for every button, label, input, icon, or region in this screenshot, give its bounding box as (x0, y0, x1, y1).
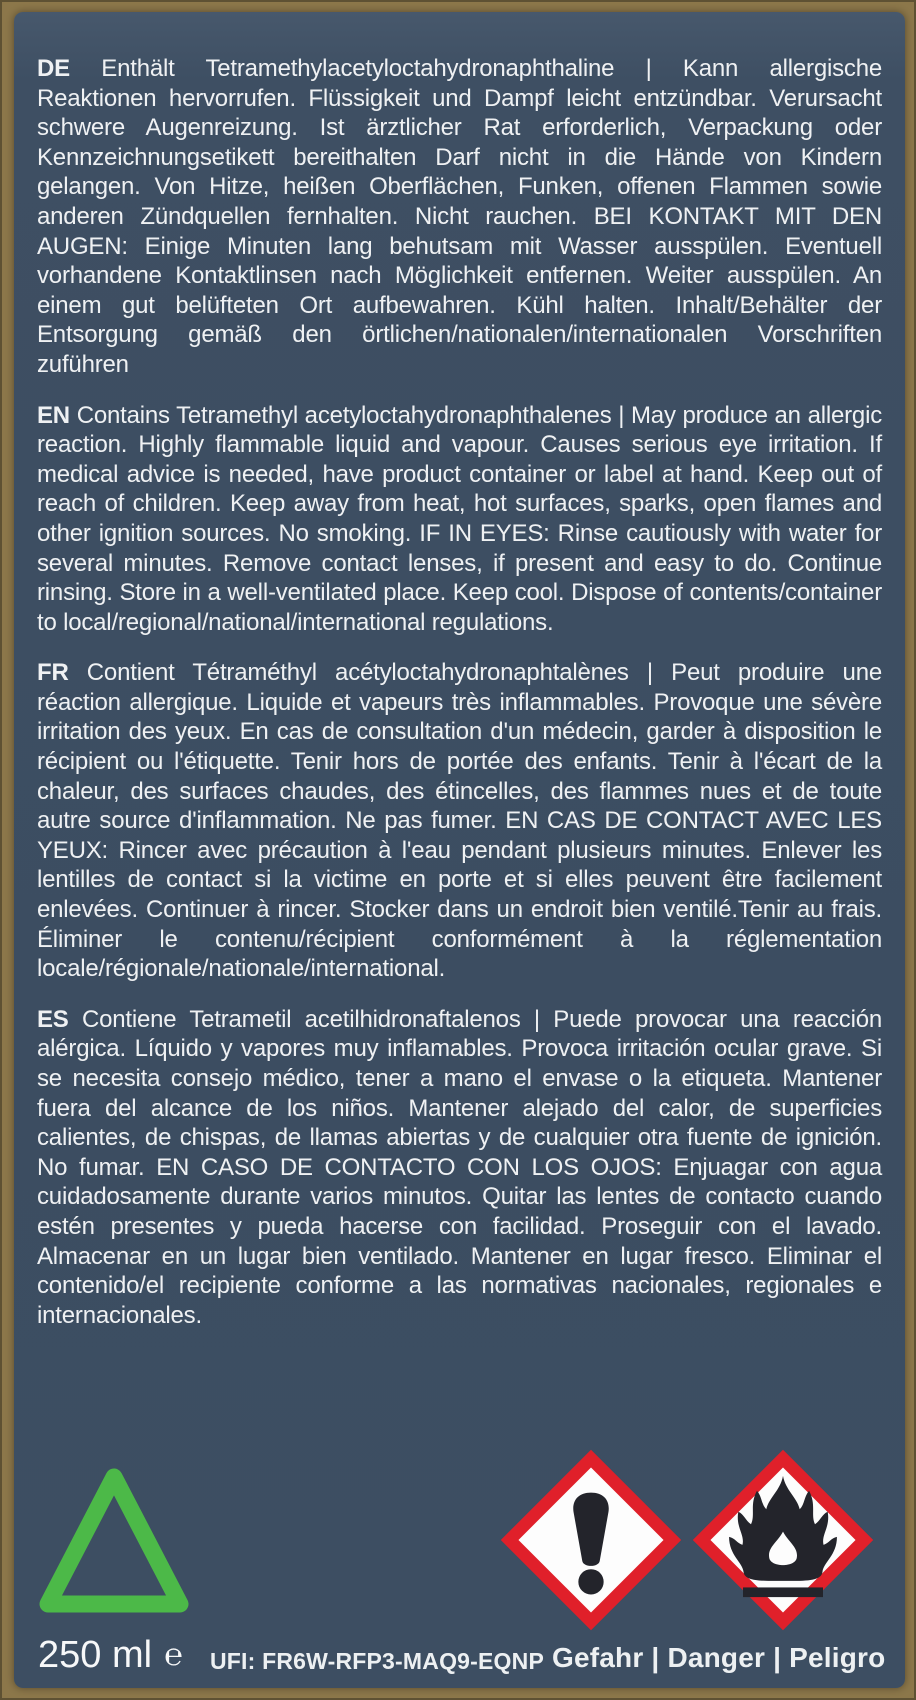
volume-row (38, 1634, 183, 1677)
hazard-paragraph-es (37, 1005, 882, 1331)
hazard-text-en: Contains Tetramethyl acetyloctahydronaphthalenes | May produce an allergic reaction. Highly flammable liquid and vapour. Causes serious eye irritation. If medical advice is needed, have product container or label at hand. Keep out of reach of children. Keep away from heat, hot surfaces, sparks, open flames and other ignition sources. No smoking. IF IN EYES: Rinse cautiously with water for several minutes. Remove contact lenses, if present and easy to do. Continue rinsing. Store in a well-ventilated place. Keep cool. Dispose of contents/container to local/regional/national/international regulations. (37, 401, 882, 636)
hazard-text-es: Contiene Tetrametil acetilhidronaftalenos | Puede provocar una reacción alérgica. Líquido y vapores muy inflamables. Provoca irritación ocular grave. Si se necesita consejo médico, tener a mano el envase o la etiqueta. Mantener fuera del alcance de los niños. Mantener alejado del calor, de superficies calientes, de chispas, de llamas abiertas y de cualquier otra fuente de ignición. No fumar. EN CASO DE CONTACTO CON LOS OJOS: Enjuagar con agua cuidadosamente durante varios minutos. Quitar las lentes de contacto cuando estén presentes y pueda hacerse con facilidad. Proseguir con el lavado. Almacenar en un lugar bien ventilado. Mantener en lugar fresco. Eliminar el contenido/el recipiente conforme a las normativas nacionales, regionales e internacionales. (37, 1005, 882, 1329)
hazard-paragraph-en (37, 401, 882, 638)
hazard-paragraph-de (37, 54, 882, 380)
hazard-paragraph-fr (37, 658, 882, 984)
ufi-code: UFI: FR6W-RFP3-MAQ9-EQNP (210, 1648, 544, 1674)
signal-word-text: Gefahr | Danger | Peligro (552, 1642, 886, 1673)
ghs-flame-icon (690, 1447, 876, 1633)
volume-text: 250 ml (38, 1634, 153, 1676)
language-code-de: DE (37, 55, 70, 82)
ghs-exclamation-icon (498, 1447, 684, 1633)
green-triangle-icon (36, 1464, 192, 1616)
hazard-text-fr: Contient Tétraméthyl acétyloctahydronaphtalènes | Peut produire une réaction allergique. Liquide et vapeurs très inflammables. Provoque une sévère irritation des yeux. En cas de consultation d'un médecin, garder à disposition le récipient ou l'étiquette. Tenir hors de portée des enfants. Tenir à l'écart de la chaleur, des surfaces chaudes, des étincelles, des flammes nues et de toute autre source d'inflammation. Ne pas fumer. EN CAS DE CONTACT AVEC LES YEUX: Rincer avec précaution à l'eau pendant plusieurs minutes. Enlever les lentilles de contact si la victime en porte et si elles peuvent être facilement enlevées. Continuer à rincer. Stocker dans un endroit bien ventilé.Tenir au frais. Éliminer le contenu/récipient conformément à la réglementation locale/régionale/nationale/international. (37, 659, 882, 983)
hazard-statements (37, 54, 882, 1351)
safety-text-panel (14, 12, 905, 1688)
language-code-en: EN (37, 401, 70, 429)
estimated-sign: ℮ (164, 1637, 183, 1672)
language-code-fr: FR (37, 659, 69, 687)
language-code-es: ES (37, 1005, 69, 1033)
hazard-text-de: Enthält Tetramethylacetyloctahydronaphthaline | Kann allergische Reaktionen hervorrufen. Flüssigkeit und Dampf leicht entzündbar. Verursacht schwere Augenreizung. Ist ärztlicher Rat erforderlich, Verpackung oder Kennzeichnungsetikett bereithalten Darf nicht in die Hände von Kindern gelangen. Von Hitze, heißen Oberflächen, Funken, offenen Flammen sowie anderen Zündquellen fernhalten. Nicht rauchen. BEI KONTAKT MIT DEN AUGEN: Einige Minuten lang behutsam mit Wasser ausspülen. Eventuell vorhandene Kontaktlinsen nach Möglichkeit entfernen. Weiter ausspülen. An einem gut belüfteten Ort aufbewahren. Kühl halten. Inhalt/Behälter der Entsorgung gemäß den örtlichen/nationalen/internationalen Vorschriften zuführen (37, 55, 883, 378)
